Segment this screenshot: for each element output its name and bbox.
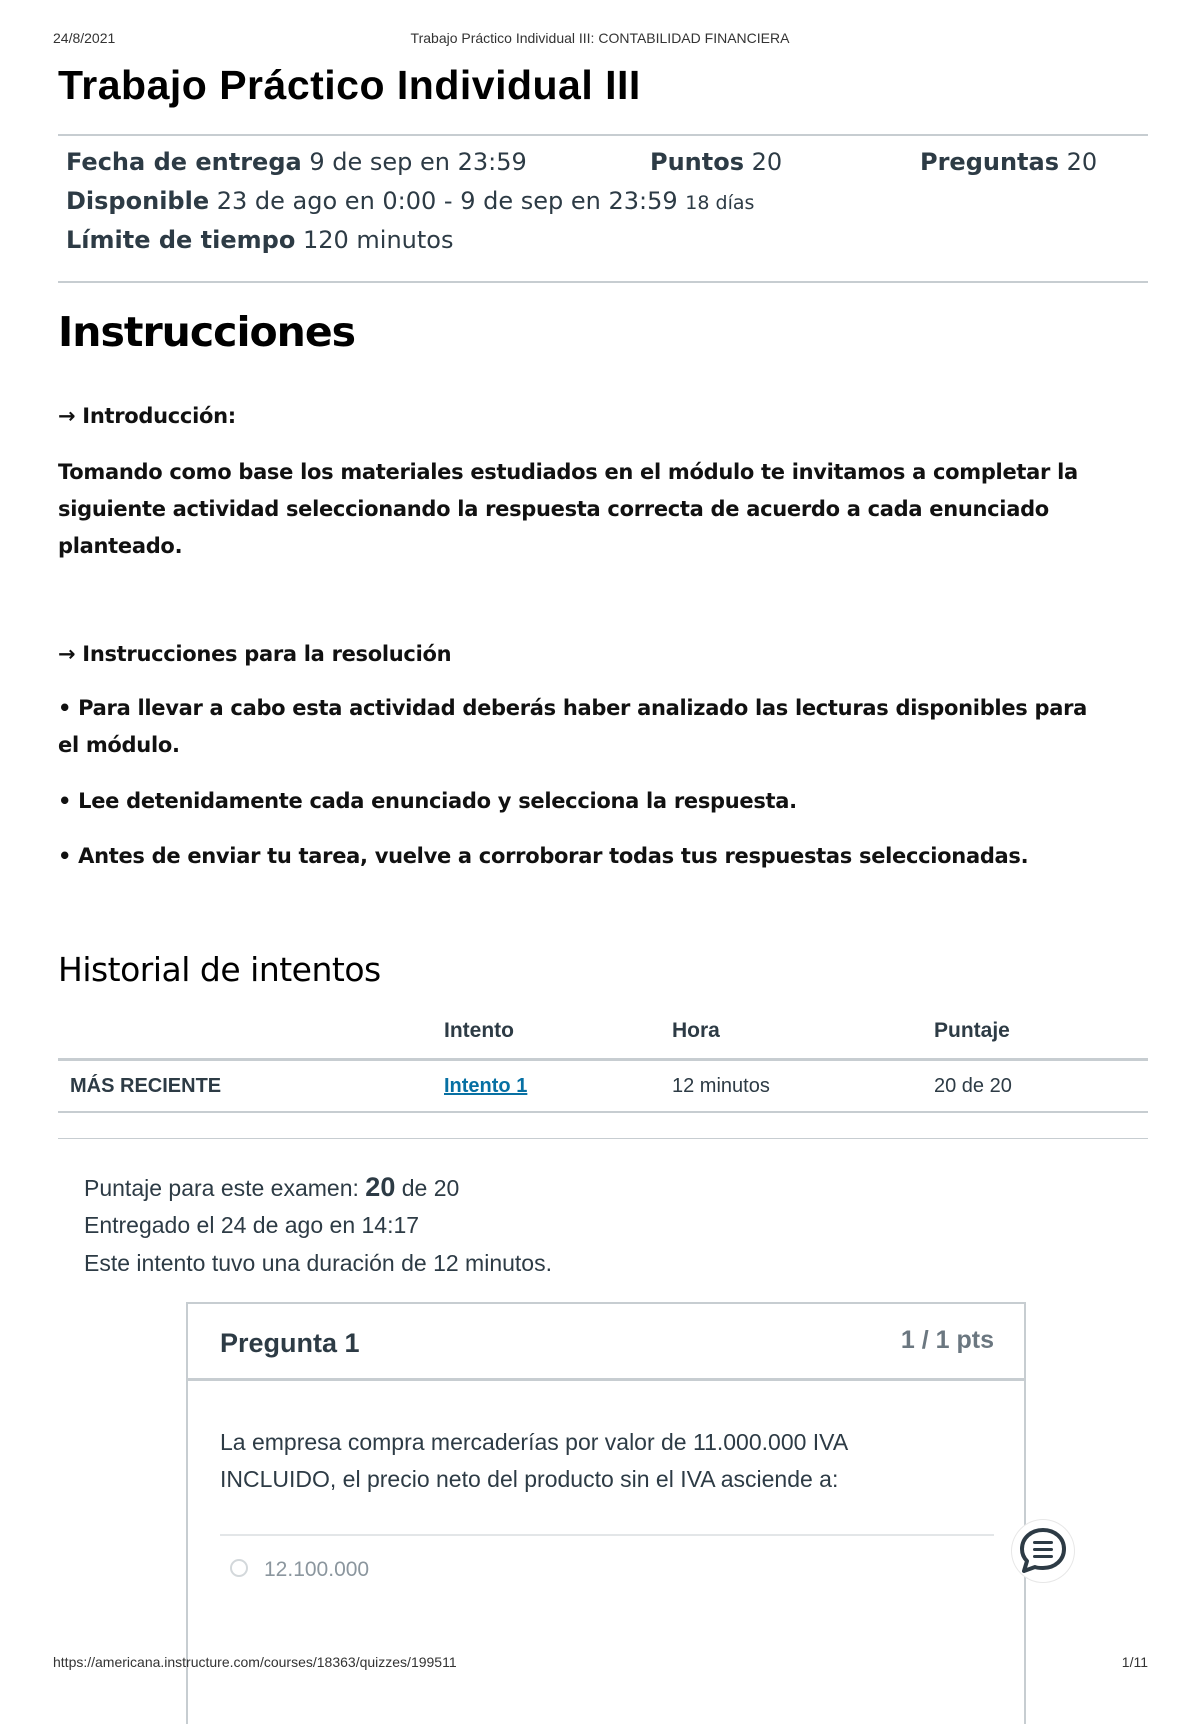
- time-limit-value: 120 minutos: [302, 226, 454, 254]
- divider: [58, 1138, 1148, 1139]
- questions-row: [920, 148, 1097, 176]
- question-title: Pregunta 1: [220, 1328, 360, 1358]
- score-line: [84, 1172, 459, 1203]
- attempt-score: 20 de 20: [934, 1060, 1148, 1113]
- resolution-heading: → Instrucciones para la resolución: [58, 642, 452, 666]
- intro-heading: → Introducción:: [58, 404, 236, 428]
- table-row: [58, 1060, 1148, 1113]
- available-row: [66, 187, 754, 215]
- print-date: 24/8/2021: [53, 30, 116, 46]
- divider: [58, 134, 1148, 136]
- instruction-bullet: • Para llevar a cabo esta actividad deberás haber analizado las lecturas disponibles para el módulo.: [58, 696, 1088, 757]
- available-label: Disponible: [66, 187, 210, 215]
- points-value: 20: [751, 148, 783, 176]
- instruction-bullet: • Lee detenidamente cada enunciado y selecciona la respuesta.: [58, 789, 797, 813]
- score-suffix: de 20: [401, 1175, 460, 1201]
- answer-option[interactable]: [264, 1558, 369, 1582]
- attempt-history-table: [58, 1016, 1148, 1113]
- divider: [58, 281, 1148, 283]
- time-limit-label: Límite de tiempo: [66, 226, 296, 254]
- print-header: [0, 30, 1200, 50]
- question-header: [188, 1304, 1024, 1381]
- available-days: 18 días: [685, 192, 755, 214]
- history-heading: Historial de intentos: [58, 950, 381, 989]
- points-row: [650, 148, 782, 176]
- attempt-link[interactable]: Intento 1: [444, 1074, 528, 1097]
- column-header: Puntaje: [934, 1016, 1148, 1060]
- print-doc-title: Trabajo Práctico Individual III: CONTABILIDAD FINANCIERA: [410, 30, 790, 46]
- score-prefix: Puntaje para este examen:: [84, 1175, 359, 1201]
- due-date-value: 9 de sep en 23:59: [309, 148, 527, 176]
- intro-text: Tomando como base los materiales estudiados en el módulo te invitamos a completar la siguiente actividad seleccionando la respuesta correcta de acuerdo a cada enunciado planteado.: [58, 460, 1078, 558]
- due-date-row: [66, 148, 527, 176]
- column-header: [58, 1016, 444, 1060]
- submitted-text: Entregado el 24 de ago en 14:17: [84, 1212, 420, 1238]
- available-value: 23 de ago en 0:00 - 9 de sep en 23:59: [216, 187, 678, 215]
- points-label: Puntos: [650, 148, 745, 176]
- instructions-heading: Instrucciones: [58, 308, 356, 356]
- table-header-row: [58, 1016, 1148, 1060]
- print-url: https://americana.instructure.com/courses/18363/quizzes/199511: [53, 1654, 457, 1670]
- column-header: Intento: [444, 1016, 672, 1060]
- chat-bubble-icon: [1012, 1520, 1074, 1582]
- time-limit-row: [66, 226, 453, 254]
- radio-button-icon[interactable]: [230, 1559, 248, 1577]
- chat-button[interactable]: [1012, 1520, 1074, 1582]
- instruction-bullet: • Antes de enviar tu tarea, vuelve a corroborar todas tus respuestas seleccionadas.: [58, 844, 1029, 868]
- question-text: La empresa compra mercaderías por valor de 11.000.000 IVA INCLUIDO, el precio neto del producto sin el IVA asciende a:: [220, 1429, 847, 1492]
- duration-text: Este intento tuvo una duración de 12 minutos.: [84, 1250, 552, 1276]
- questions-label: Preguntas: [920, 148, 1060, 176]
- page-number: 1/11: [1121, 1654, 1148, 1670]
- score-value: 20: [365, 1172, 396, 1202]
- divider: [220, 1534, 994, 1536]
- question-points: 1 / 1 pts: [900, 1326, 994, 1354]
- page-title: Trabajo Práctico Individual III: [58, 62, 641, 108]
- questions-value: 20: [1066, 148, 1098, 176]
- due-date-label: Fecha de entrega: [66, 148, 302, 176]
- attempt-label: MÁS RECIENTE: [58, 1060, 444, 1113]
- column-header: Hora: [672, 1016, 934, 1060]
- answer-option-label: 12.100.000: [264, 1558, 370, 1581]
- attempt-time: 12 minutos: [672, 1060, 934, 1113]
